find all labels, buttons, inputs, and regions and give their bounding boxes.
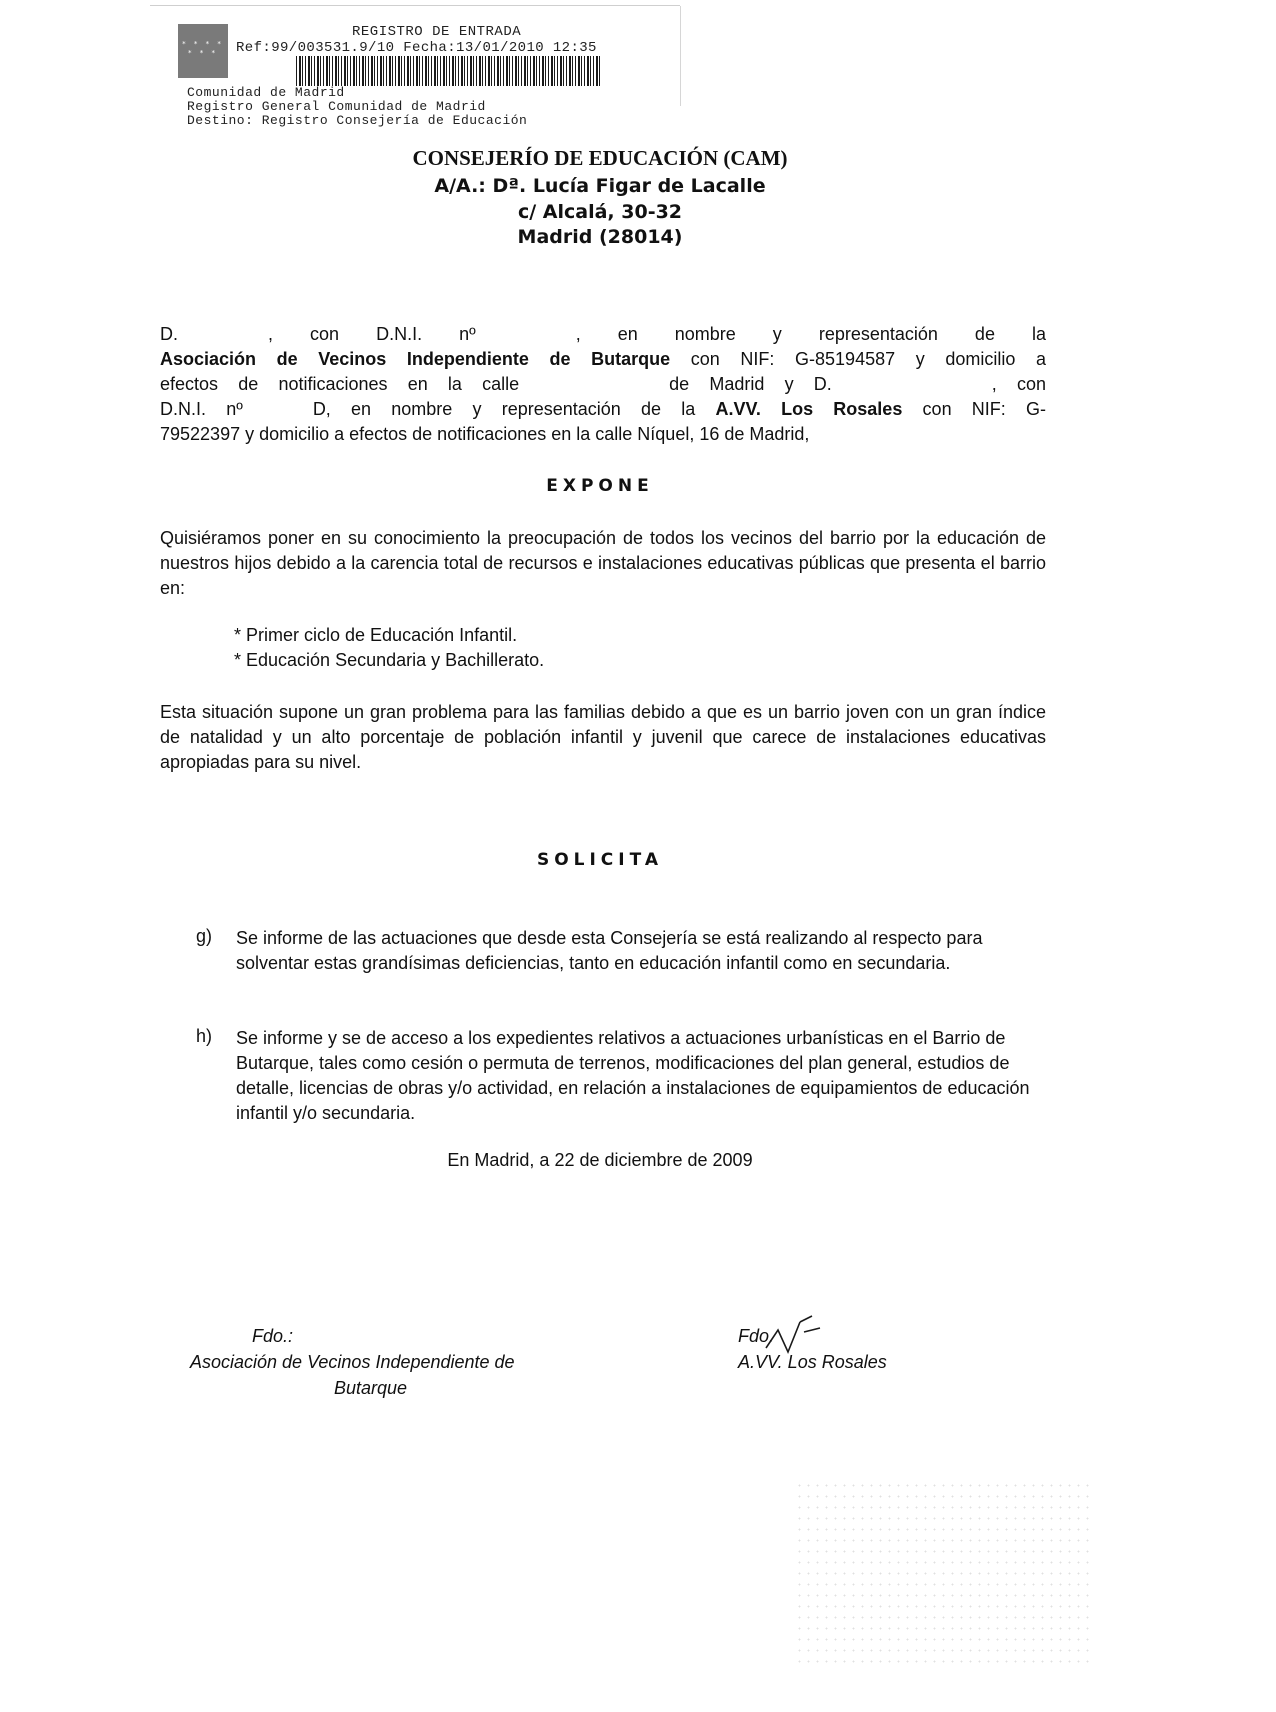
stamp-line-2: Registro General Comunidad de Madrid [187, 99, 486, 114]
logo-stars: * * * * * * * [182, 40, 224, 57]
request-text-h: Se informe y se de acceso a los expedientes relativos a actuaciones urbanísticas en el Barrio de Butarque, tales como cesión o permuta de terrenos, modificaciones del plan general, estudios de detalle, licencias de obras y/o actividad, en relación a instalaciones de equipamientos de educación infantil y/o secundaria. [236, 1028, 1030, 1123]
intro-madrid-d: de Madrid y D. [669, 374, 832, 394]
page-edge-top [150, 5, 680, 6]
signature-right-name: A.VV. Los Rosales [738, 1352, 887, 1372]
intro-dni-label: , con D.N.I. nº [268, 324, 476, 344]
association-nif-2: con NIF: G- [902, 399, 1047, 419]
bullet-item-2: * Educación Secundaria y Bachillerato. [234, 650, 545, 670]
faded-stamp-area [795, 1480, 1095, 1670]
expone-paragraph-1: Quisiéramos poner en su conocimiento la preocupación de todos los vecinos del barrio por la educación de nuestros hijos debido a la carencia total de recursos e instalaciones educativas públicas que presenta el barrio en: [160, 528, 1046, 598]
signature-left-fdo: Fdo.: [252, 1326, 294, 1346]
request-letter-g: g) [196, 926, 213, 946]
stamp-line-3: Destino: Registro Consejería de Educación [187, 113, 528, 128]
intro-paragraph [160, 322, 1046, 447]
handwritten-signature [760, 1308, 830, 1368]
intro-d: D. [160, 324, 178, 344]
stamp-line-1: Comunidad de Madrid [187, 85, 345, 100]
comunidad-madrid-logo [178, 24, 228, 78]
association-nif-1: con NIF: G-85194587 y domicilio a [670, 349, 1046, 369]
addressee-city: Madrid (28014) [517, 226, 683, 248]
signature-left-name-line-2: Butarque [334, 1378, 408, 1398]
intro-line-5: 79522397 y domicilio a efectos de notificaciones en la calle Níquel, 16 de Madrid, [160, 424, 810, 444]
stamp-title: REGISTRO DE ENTRADA [352, 24, 522, 40]
request-text-g: Se informe de las actuaciones que desde esta Consejería se está realizando al respecto para solventar estas grandísimas deficiencias, tanto en educación infantil como en secundaria. [236, 928, 983, 973]
addressee-street: c/ Alcalá, 30-32 [517, 201, 683, 223]
barcode [296, 56, 602, 86]
addressee-attention: A/A.: Dª. Lucía Figar de Lacalle [434, 175, 766, 197]
intro-line-2 [160, 347, 1046, 372]
expone-paragraph-2: Esta situación supone un gran problema para las familias debido a que es un barrio joven con un gran índice de natalidad y un alto porcentaje de población infantil y juvenil que carece de instalaciones educativas apropiadas para su nivel. [160, 702, 1046, 772]
request-letter-h: h) [196, 1026, 213, 1046]
date-line: En Madrid, a 22 de diciembre de 2009 [447, 1150, 753, 1170]
intro-line-1 [160, 322, 1046, 347]
intro-representation-2: D, en nombre y representación de la [312, 399, 696, 419]
addressee-department: CONSEJERÍO DE EDUCACIÓN (CAM) [412, 146, 788, 170]
stamp-reference: Ref:99/003531.9/10 Fecha:13/01/2010 12:35 [236, 40, 597, 56]
association-name-1: Asociación de Vecinos Independiente de Butarque [160, 349, 671, 369]
intro-con: , con [991, 374, 1046, 394]
signature-right-fdo: Fdo. [738, 1326, 775, 1346]
solicita-heading: SOLICITA [536, 850, 664, 870]
intro-line-3 [160, 372, 1046, 397]
intro-line-4 [160, 397, 1046, 422]
intro-dni-label-2: D.N.I. nº [160, 399, 243, 419]
bullet-item-1: * Primer ciclo de Educación Infantil. [234, 625, 518, 645]
expone-heading: EXPONE [546, 476, 654, 496]
page-edge-right [680, 6, 681, 106]
intro-address-label: efectos de notificaciones en la calle [160, 374, 520, 394]
signature-left-name-line-1: Asociación de Vecinos Independiente de [190, 1352, 515, 1372]
association-name-2: A.VV. Los Rosales [715, 399, 903, 419]
intro-representation: , en nombre y representación de la [575, 324, 1046, 344]
